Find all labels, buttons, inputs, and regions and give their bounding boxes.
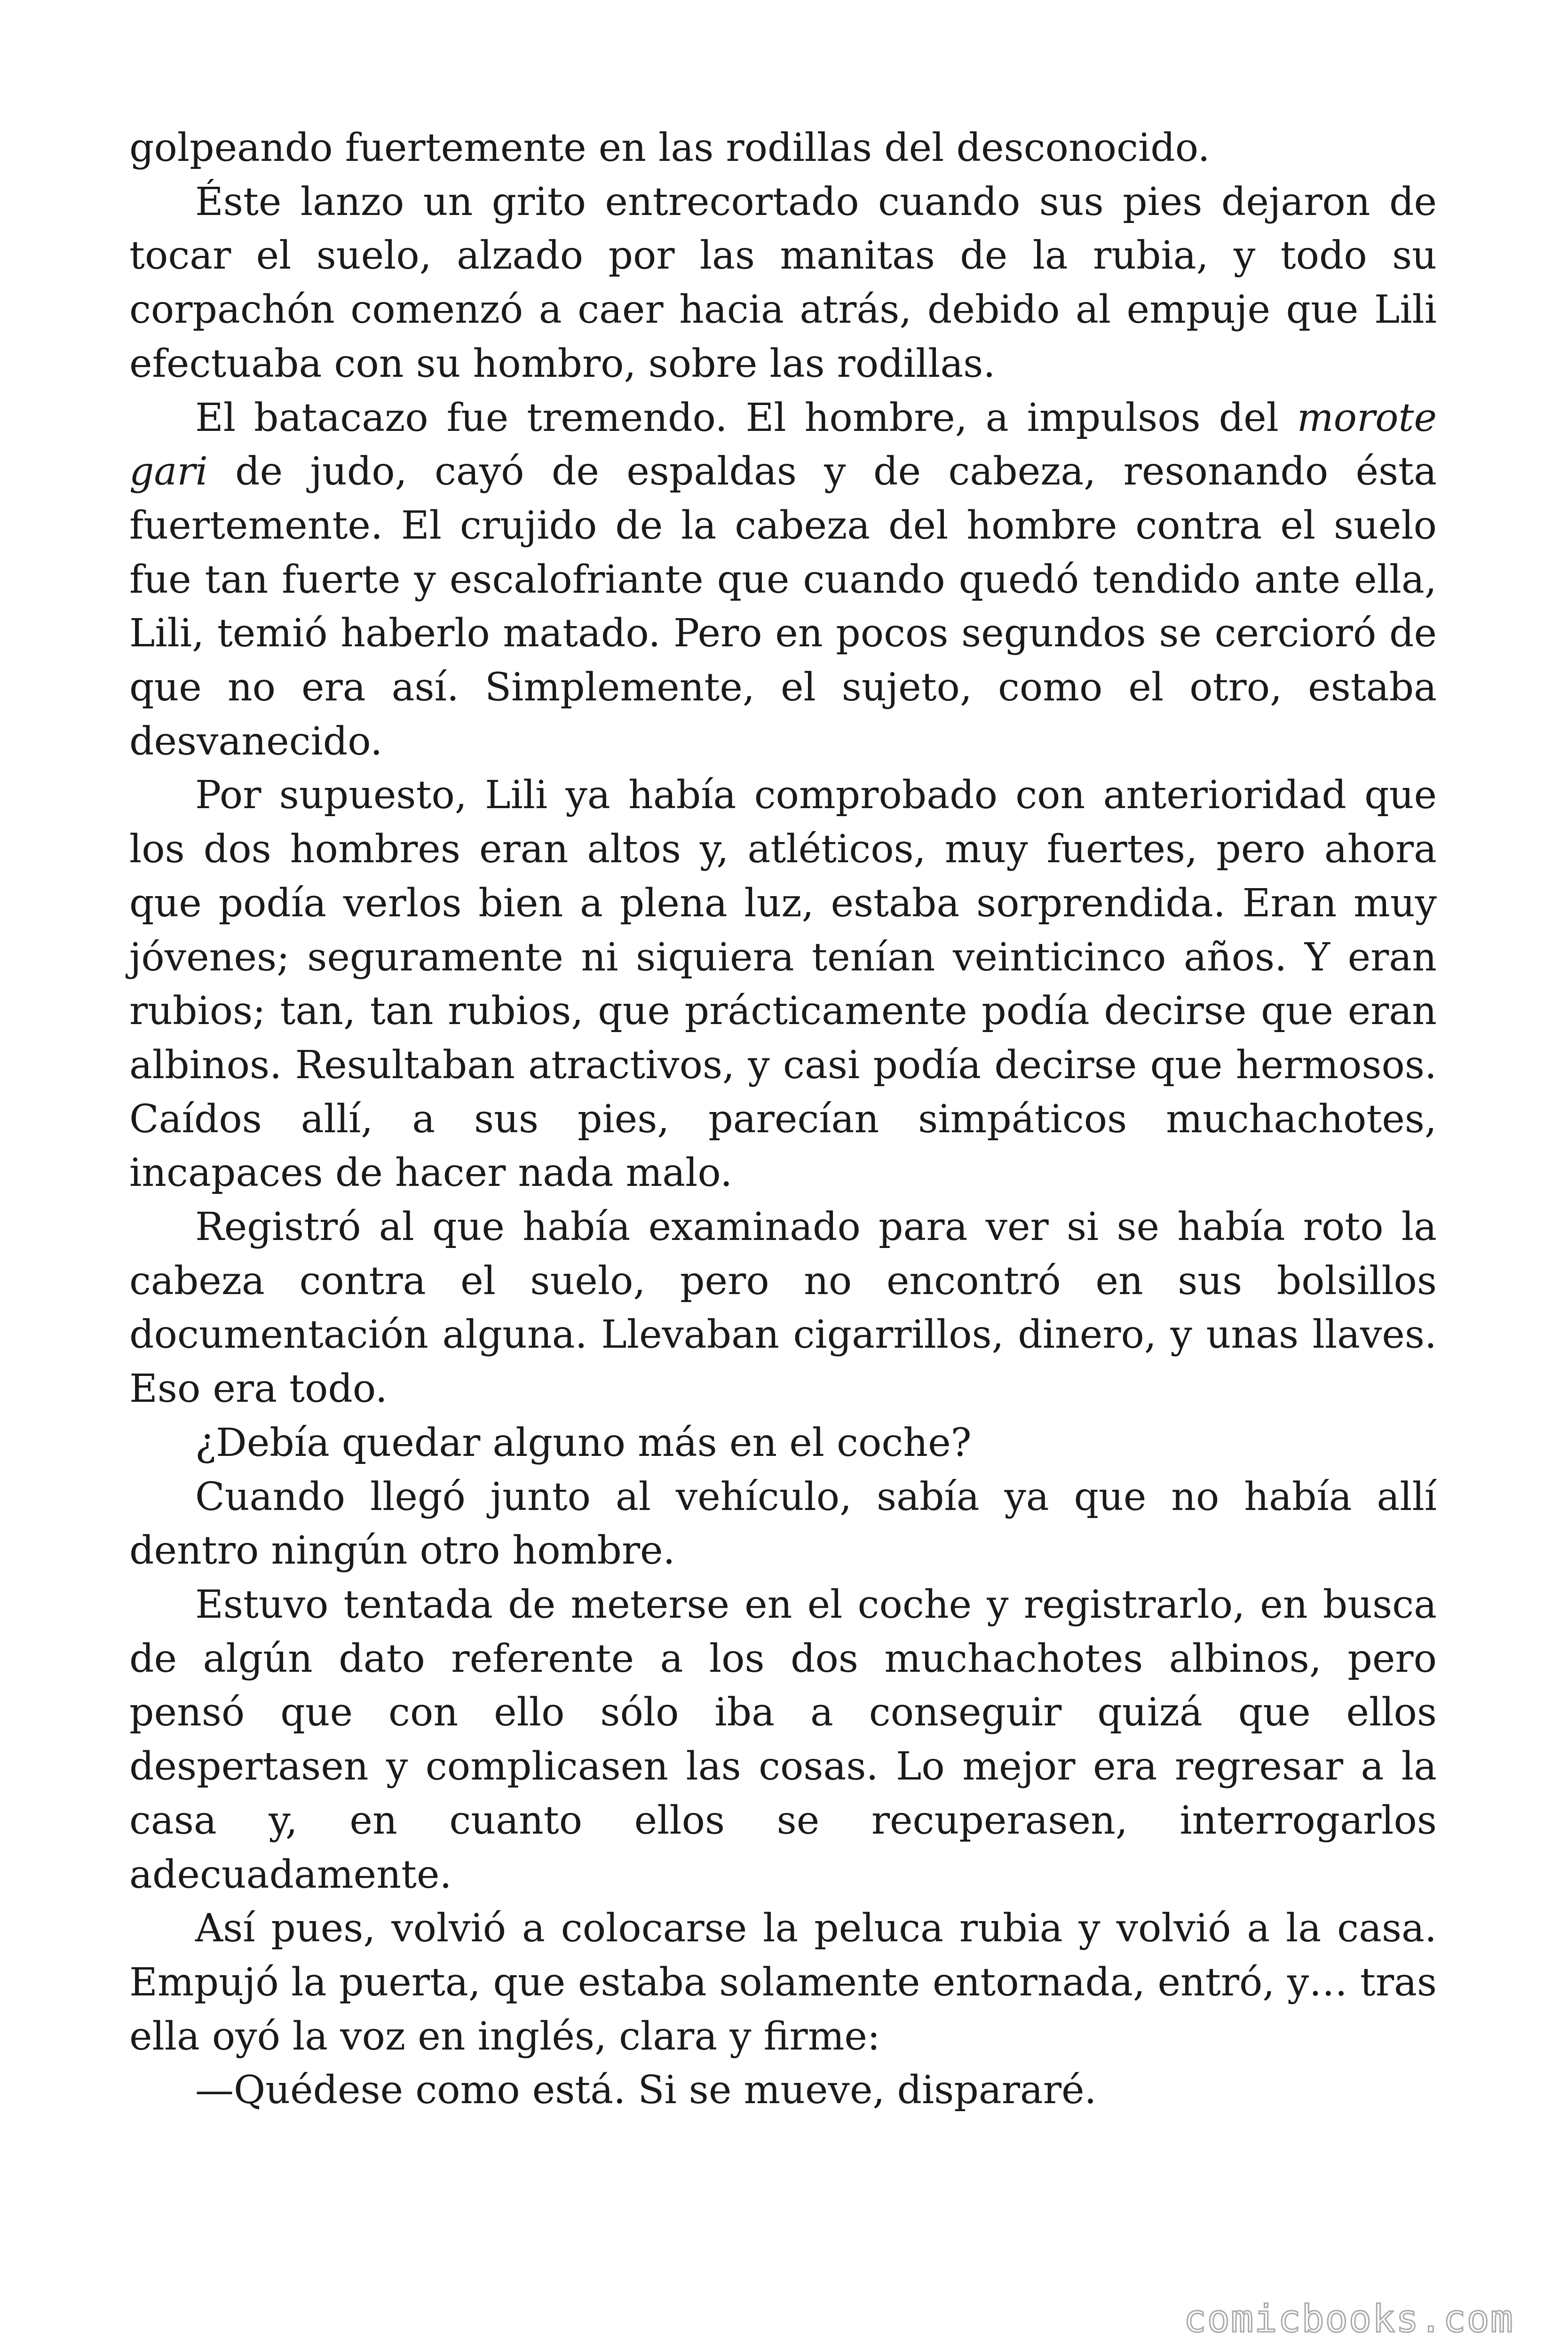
paragraph-3-text-after: de judo, cayó de espaldas y de cabeza, resonando ésta fuertemente. El crujido de la cabeza del hombre contra el suelo fue tan fuerte y escalofriante que cuando quedó tendido ante ella, Lili, temió haberlo matado. Pero en pocos segundos se cercioró de que no era así. Simplemente, el sujeto, como el otro, estaba desvanecido.: [129, 449, 1437, 764]
watermark: comicbooks.com: [1183, 2297, 1514, 2341]
paragraph-3: [129, 391, 1437, 769]
paragraph-2: Éste lanzo un grito entrecortado cuando sus pies dejaron de tocar el suelo, alzado por las manitas de la rubia, y todo su corpachón comenzó a caer hacia atrás, debido al empuje que Lili efectuaba con su hombro, sobre las rodillas.: [129, 179, 1437, 386]
paragraph-4: Por supuesto, Lili ya había comprobado con anterioridad que los dos hombres eran altos y, atléticos, muy fuertes, pero ahora que podía verlos bien a plena luz, estaba sorprendida. Eran muy jóvenes; seguramente ni siquiera tenían veinticinco años. Y eran rubios; tan, tan rubios, que prácticamente podía decirse que eran albinos. Resultaban atractivos, y casi podía decirse que hermosos. Caídos allí, a sus pies, parecían simpáticos muchachotes, incapaces de hacer nada malo.: [129, 773, 1437, 1196]
paragraph-3-text-before: El batacazo fue tremendo. El hombre, a impulsos del: [195, 395, 1297, 440]
paragraph-7: Cuando llegó junto al vehículo, sabía ya que no había allí dentro ningún otro hombre.: [129, 1474, 1437, 1573]
paragraph-5: Registró al que había examinado para ver si se había roto la cabeza contra el suelo, pero no encontró en sus bolsillos documentación alguna. Llevaban cigarrillos, dinero, y unas llaves. Eso era todo.: [129, 1205, 1437, 1412]
paragraph-1: golpeando fuertemente en las rodillas del desconocido.: [129, 126, 1210, 170]
paragraph-10: —Quédese como está. Si se mueve, dispararé.: [195, 2068, 1097, 2113]
paragraph-6: ¿Debía quedar alguno más en el coche?: [195, 1420, 972, 1465]
paragraph-3-emphasis: morote gari: [129, 395, 1437, 494]
paragraph-9: Así pues, volvió a colocarse la peluca rubia y volvió a la casa. Empujó la puerta, que estaba solamente entornada, entró, y… tras ella oyó la voz en inglés, clara y firme:: [129, 1906, 1437, 2059]
document-page: [129, 121, 1437, 2118]
paragraph-8: Estuvo tentada de meterse en el coche y registrarlo, en busca de algún dato referente a los dos muchachotes albinos, pero pensó que con ello sólo iba a conseguir quizá que ellos despertasen y complicasen las cosas. Lo mejor era regresar a la casa y, en cuanto ellos se recuperasen, interrogarlos adecuadamente.: [129, 1582, 1437, 1897]
